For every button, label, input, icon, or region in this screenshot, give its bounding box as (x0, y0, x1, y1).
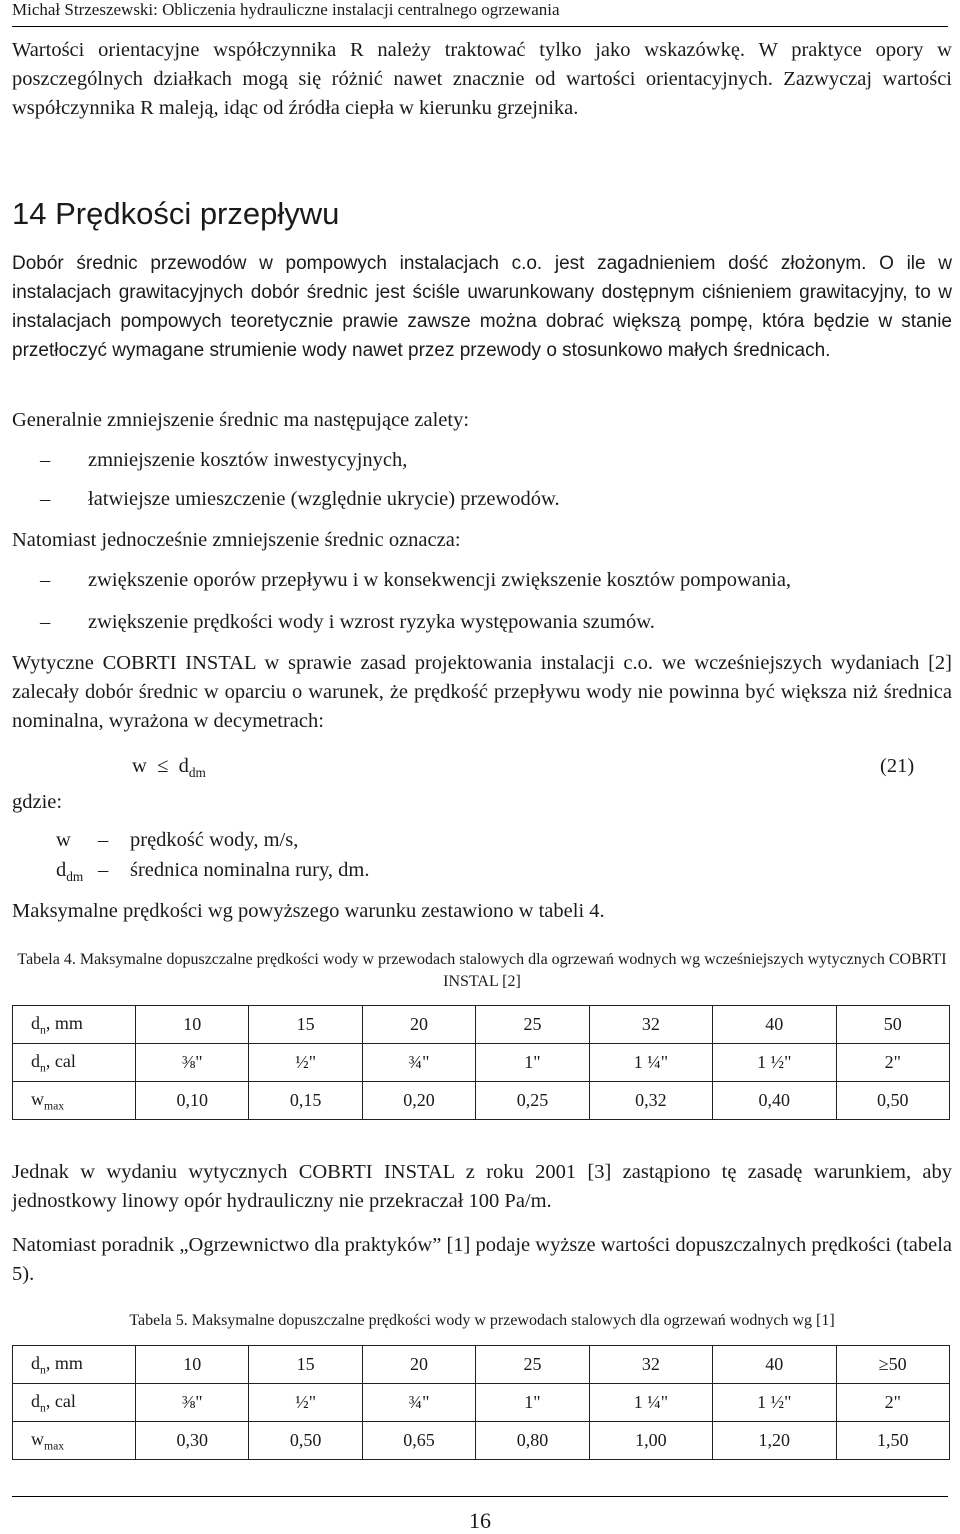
table-row (13, 1384, 950, 1422)
row-label: $d_n$, mm (13, 1006, 136, 1044)
table-cell: 0,10 (136, 1082, 249, 1120)
row-label: $d_n$, mm (13, 1346, 136, 1384)
table5-caption: Tabela 5. Maksymalne dopuszczalne prędkości wody w przewodach stalowych dla ogrzewań wodnych wg [1] (129, 1312, 835, 1329)
table-cell: 15 (249, 1346, 362, 1384)
advantage-item: – łatwiejsze umieszczenie (względnie ukrycie) przewodów. (40, 488, 560, 510)
table-cell: ½" (249, 1384, 362, 1422)
table-row (13, 1346, 950, 1384)
table-cell: 25 (476, 1346, 589, 1384)
paragraph-table4-intro: Maksymalne prędkości wg powyższego warunku zestawiono w tabeli 4. (12, 900, 605, 922)
table-cell: ⅜" (136, 1044, 249, 1082)
table-cell: 0,50 (249, 1422, 362, 1460)
table-row (13, 1006, 950, 1044)
table-row (13, 1422, 950, 1460)
paragraph-diameter-selection: Dobór średnic przewodów w pompowych instalacjach c.o. jest zagadnieniem dość złożonym. O ile w instalacjach grawitacyjnych dobór średnic jest ściśle uwarunkowany dostępnym ciśnieniem grawitacyjny, to w instalacjach pompowych teoretycznie prawie zawsze można dobrać większą pompę, która będzie w stanie przetłoczyć wymagane strumienie wody nawet przez przewody o stosunkowo małych średnicach. (12, 253, 952, 361)
table-cell: 1 ½" (713, 1044, 836, 1082)
table-cell: 0,30 (136, 1422, 249, 1460)
table-cell: ½" (249, 1044, 362, 1082)
table-row (13, 1044, 950, 1082)
table4 (12, 1005, 950, 1120)
legend-item: w – prędkość wody, m/s, (56, 829, 299, 851)
table-cell: ⅜" (136, 1384, 249, 1422)
table-cell: 32 (589, 1006, 712, 1044)
paragraph-table5-intro: Natomiast poradnik „Ogrzewnictwo dla praktyków” [1] podaje wyższe wartości dopuszczalnych prędkości (tabela 5). (12, 1234, 952, 1285)
table-cell: 0,25 (476, 1082, 589, 1120)
row-label: $d_n$, cal (13, 1044, 136, 1082)
disadvantage-item: – zwiększenie prędkości wody i wzrost ryzyka występowania szumów. (40, 611, 655, 633)
section-title: 14 Prędkości przepływu (12, 196, 340, 231)
table-cell: 1,50 (836, 1422, 950, 1460)
table-cell: 1,00 (589, 1422, 712, 1460)
table5 (12, 1345, 950, 1460)
table-cell: 0,65 (362, 1422, 475, 1460)
table-cell: 1" (476, 1044, 589, 1082)
table-row (13, 1082, 950, 1120)
paragraph-r-coefficient: Wartości orientacyjne współczynnika R należy traktować tylko jako wskazówkę. W praktyce opory w poszczególnych działkach mogą się różnić nawet znacznie od wartości orientacyjnych. Zazwyczaj wartości współczynnika R maleją, idąc od źródła ciepła w kierunku grzejnika. (12, 39, 952, 119)
table-cell: 1 ½" (713, 1384, 836, 1422)
table-cell: ≥50 (836, 1346, 950, 1384)
formula-21: $w \le d_{dm}$ (132, 755, 206, 781)
formula-number: (21) (880, 755, 915, 777)
row-label: $w_{max}$ (13, 1082, 136, 1120)
table-cell: 32 (589, 1346, 712, 1384)
table-cell: 1 ¼" (589, 1384, 712, 1422)
table4-caption: Tabela 4. Maksymalne dopuszczalne prędkości wody w przewodach stalowych dla ogrzewań wodnych wg wcześniejszych wytycznych COBRTI INSTAL [2] (17, 951, 947, 990)
table-cell: 10 (136, 1006, 249, 1044)
table-cell: 20 (362, 1006, 475, 1044)
row-label: $d_n$, cal (13, 1384, 136, 1422)
table-cell: 0,32 (589, 1082, 712, 1120)
row-label: $w_{max}$ (13, 1422, 136, 1460)
table-cell: 40 (713, 1006, 836, 1044)
where-label: gdzie: (12, 791, 63, 813)
table-cell: 20 (362, 1346, 475, 1384)
table-cell: 15 (249, 1006, 362, 1044)
page-number: 16 (469, 1508, 491, 1533)
footer-divider (12, 1496, 948, 1497)
table-cell: 0,50 (836, 1082, 950, 1120)
table-cell: 1" (476, 1384, 589, 1422)
table-cell: ¾" (362, 1384, 475, 1422)
running-header: Michał Strzeszewski: Obliczenia hydrauliczne instalacji centralnego ogrzewania (12, 0, 948, 27)
table-cell: 0,20 (362, 1082, 475, 1120)
advantage-item: – zmniejszenie kosztów inwestycyjnych, (40, 449, 408, 471)
paragraph-2001-rule: Jednak w wydaniu wytycznych COBRTI INSTAL z roku 2001 [3] zastąpiono tę zasadę warunkiem, aby jednostkowy linowy opór hydrauliczny nie przekraczał 100 Pa/m. (12, 1161, 952, 1212)
table-cell: 40 (713, 1346, 836, 1384)
table-cell: 1,20 (713, 1422, 836, 1460)
legend-item: $d_{dm}$ – średnica nominalna rury, dm. (56, 859, 370, 885)
table-cell: 2" (836, 1384, 950, 1422)
paragraph-disadvantages-intro: Natomiast jednocześnie zmniejszenie średnic oznacza: (12, 529, 461, 551)
table-cell: 25 (476, 1006, 589, 1044)
disadvantage-item: – zwiększenie oporów przepływu i w konsekwencji zwiększenie kosztów pompowania, (40, 569, 792, 591)
table-cell: 50 (836, 1006, 950, 1044)
table-cell: ¾" (362, 1044, 475, 1082)
table-cell: 1 ¼" (589, 1044, 712, 1082)
table-cell: 0,40 (713, 1082, 836, 1120)
paragraph-advantages-intro: Generalnie zmniejszenie średnic ma następujące zalety: (12, 409, 470, 431)
table-cell: 0,80 (476, 1422, 589, 1460)
table-cell: 2" (836, 1044, 950, 1082)
table-cell: 0,15 (249, 1082, 362, 1120)
table-cell: 10 (136, 1346, 249, 1384)
paragraph-cobrti-rule: Wytyczne COBRTI INSTAL w sprawie zasad projektowania instalacji c.o. we wcześniejszych wydaniach [2] zalecały dobór średnic w oparciu o warunek, że prędkość przepływu wody nie powinna być większa niż średnica nominalna, wyrażona w decymetrach: (12, 652, 952, 732)
